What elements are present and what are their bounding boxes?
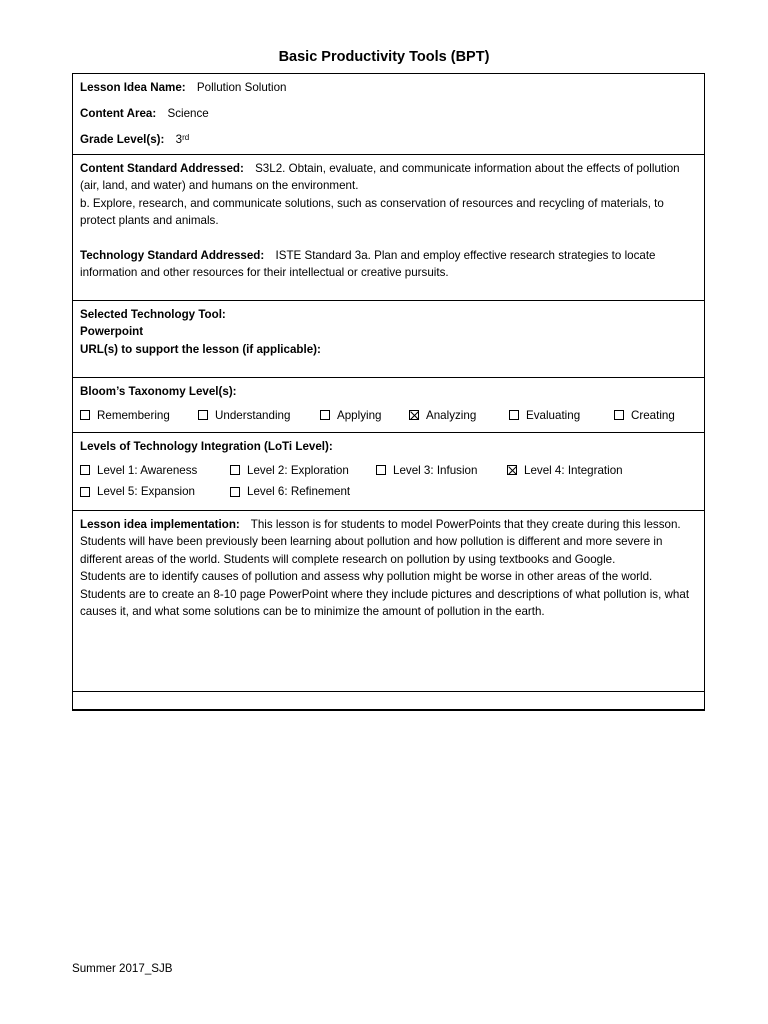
blooms-options	[80, 407, 697, 425]
checkbox-option[interactable]	[230, 483, 376, 501]
technology-tool-row	[73, 300, 705, 378]
lesson-name-field	[80, 79, 697, 97]
checkbox-label: Creating	[631, 408, 675, 422]
content-standard-label: Content Standard Addressed:	[80, 161, 244, 175]
footer-text: Summer 2017_SJB	[72, 962, 173, 975]
content-standard-b: b. Explore, research, and communicate solutions, such as conservation of resources and recycling of materials, to protect plants and animals.	[80, 196, 664, 227]
checkbox-label: Remembering	[97, 408, 170, 422]
page-title: Basic Productivity Tools (BPT)	[278, 49, 490, 65]
lesson-info-row	[73, 74, 705, 155]
grade-level-value: 3	[175, 133, 183, 146]
content-standard	[80, 160, 697, 195]
implementation-cell	[73, 510, 705, 691]
grade-level-suffix: rd	[182, 133, 190, 142]
checkbox-option[interactable]	[80, 407, 198, 425]
loti-row	[73, 433, 705, 511]
checkbox-option[interactable]	[376, 462, 507, 480]
checkbox-option[interactable]	[80, 462, 230, 480]
unchecked-box-icon[interactable]	[80, 487, 90, 497]
unchecked-box-icon[interactable]	[320, 410, 330, 420]
blooms-label: Bloom’s Taxonomy Level(s):	[80, 385, 237, 398]
checkbox-option[interactable]	[509, 407, 614, 425]
checkbox-label: Level 3: Infusion	[393, 463, 478, 477]
checkbox-option[interactable]	[614, 407, 694, 425]
technology-tool-label: Selected Technology Tool:	[80, 307, 226, 321]
checkbox-label: Applying	[337, 408, 382, 422]
implementation-text-1: This lesson is for students to model PowerPoints that they create during this lesson. Students will have been previously been learning about pollution and how pollution is different and more severe in different areas of the world. Students will complete research on pollution by using textbooks and Google.	[80, 517, 681, 566]
checkbox-option[interactable]	[320, 407, 409, 425]
checkbox-label: Level 1: Awareness	[97, 463, 198, 477]
checked-box-icon[interactable]	[507, 465, 517, 475]
checkbox-option[interactable]	[409, 407, 509, 425]
checkbox-label: Level 2: Exploration	[247, 463, 349, 477]
implementation-text-2: Students are to identify causes of pollution and assess why pollution might be worse in other areas of the world. Students are to create an 8-10 page PowerPoint where they include pictures and descriptions of what pollution is, what causes it, and what some solutions can be to minimize the amount of pollution in the earth.	[80, 570, 690, 618]
lesson-plan-table	[72, 73, 705, 711]
grade-level-field	[80, 131, 697, 149]
checkbox-label: Understanding	[215, 408, 291, 422]
loti-label: Levels of Technology Integration (LoTi Level):	[80, 440, 333, 453]
content-standard-text: S3L2. Obtain, evaluate, and communicate information about the effects of pollution (air, land, and water) and humans on the environment.	[80, 161, 680, 192]
standards-cell	[73, 154, 705, 300]
empty-cell	[73, 691, 705, 710]
lesson-name-value: Pollution Solution	[196, 81, 287, 94]
unchecked-box-icon[interactable]	[198, 410, 208, 420]
empty-row	[73, 691, 705, 710]
lesson-info-cell	[73, 74, 705, 155]
unchecked-box-icon[interactable]	[376, 465, 386, 475]
checkbox-option[interactable]	[507, 462, 647, 480]
checkbox-label: Analyzing	[426, 408, 477, 422]
loti-cell	[73, 433, 705, 511]
content-area-value: Science	[167, 107, 209, 120]
technology-standard-text: ISTE Standard 3a. Plan and employ effective research strategies to locate information and other resources for their intellectual or creative pursuits.	[80, 248, 656, 279]
checkbox-label: Evaluating	[526, 408, 581, 422]
checkbox-option[interactable]	[230, 462, 376, 480]
checked-box-icon[interactable]	[409, 410, 419, 420]
technology-tool-value: Powerpoint	[80, 325, 144, 338]
grade-level-label: Grade Level(s):	[80, 133, 165, 146]
checkbox-label: Level 5: Expansion	[97, 485, 195, 498]
content-area-field	[80, 105, 697, 123]
loti-options-row-1	[80, 462, 697, 480]
checkbox-option[interactable]	[198, 407, 320, 425]
technology-standard	[80, 247, 697, 282]
unchecked-box-icon[interactable]	[80, 465, 90, 475]
loti-options-row-2	[80, 483, 697, 501]
implementation-label: Lesson idea implementation:	[80, 517, 240, 531]
unchecked-box-icon[interactable]	[230, 487, 240, 497]
url-label: URL(s) to support the lesson (if applicable):	[80, 342, 321, 356]
unchecked-box-icon[interactable]	[614, 410, 624, 420]
standards-row	[73, 154, 705, 300]
checkbox-label: Level 4: Integration	[524, 463, 623, 477]
unchecked-box-icon[interactable]	[80, 410, 90, 420]
implementation-row	[73, 510, 705, 691]
content-area-label: Content Area:	[80, 107, 157, 120]
lesson-name-label: Lesson Idea Name:	[80, 81, 186, 94]
blooms-cell	[73, 378, 705, 433]
technology-tool-cell	[73, 300, 705, 378]
implementation-paragraph-1	[80, 516, 697, 569]
checkbox-label: Level 6: Refinement	[247, 485, 351, 498]
unchecked-box-icon[interactable]	[509, 410, 519, 420]
checkbox-option[interactable]	[80, 483, 230, 501]
blooms-row	[73, 378, 705, 433]
technology-standard-label: Technology Standard Addressed:	[80, 248, 265, 262]
unchecked-box-icon[interactable]	[230, 465, 240, 475]
